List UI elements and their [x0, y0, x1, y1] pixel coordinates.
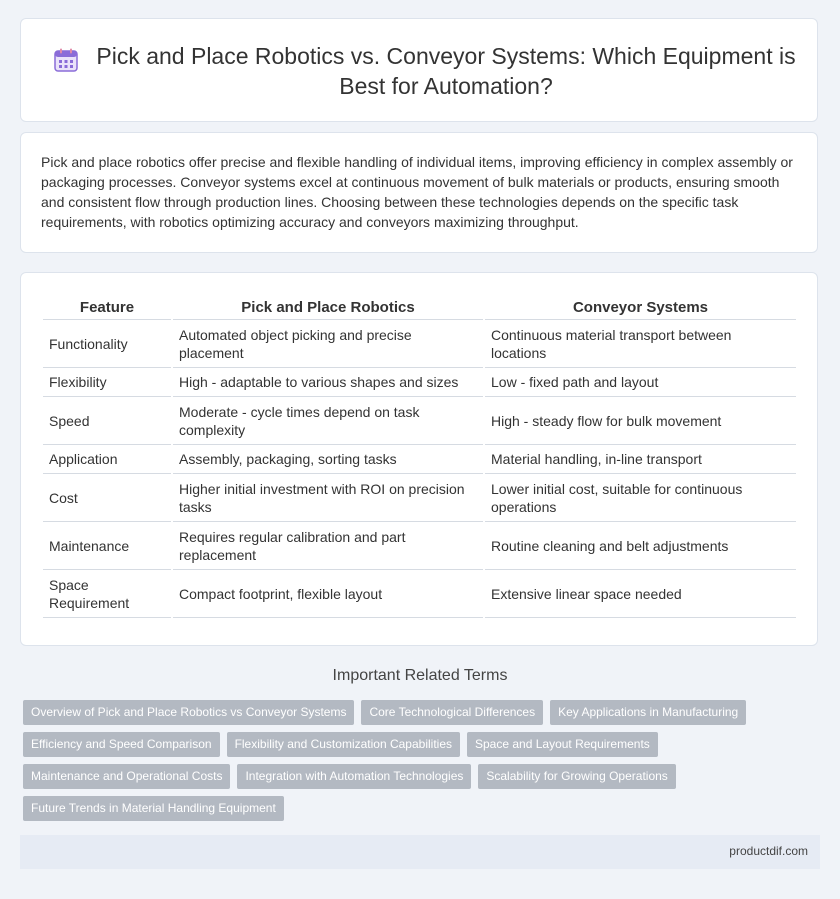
table-cell: Low - fixed path and layout: [485, 368, 796, 397]
table-cell: Automated object picking and precise placement: [173, 320, 483, 368]
table-cell: High - adaptable to various shapes and sizes: [173, 368, 483, 397]
table-row: [43, 474, 796, 522]
footer-site-link[interactable]: productdif.com: [729, 844, 808, 858]
related-term-tag[interactable]: Space and Layout Requirements: [467, 732, 658, 757]
related-term-tag[interactable]: Maintenance and Operational Costs: [23, 764, 230, 789]
table-cell: Flexibility: [43, 368, 171, 397]
table-cell: Extensive linear space needed: [485, 570, 796, 618]
table-cell: Functionality: [43, 320, 171, 368]
table-row: [43, 320, 796, 368]
column-header: Conveyor Systems: [485, 295, 796, 320]
table-cell: Space Requirement: [43, 570, 171, 618]
table-cell: Assembly, packaging, sorting tasks: [173, 445, 483, 474]
column-header: Feature: [43, 295, 171, 320]
related-term-tag[interactable]: Flexibility and Customization Capabilities: [227, 732, 460, 757]
table-header-row: [43, 295, 796, 320]
related-terms-list: [23, 700, 803, 821]
page-title: Pick and Place Robotics vs. Conveyor Systems: Which Equipment is Best for Automation?: [96, 43, 796, 99]
table-cell: Moderate - cycle times depend on task complexity: [173, 397, 483, 445]
table-cell: Compact footprint, flexible layout: [173, 570, 483, 618]
related-term-tag[interactable]: Key Applications in Manufacturing: [550, 700, 746, 725]
related-terms-title: Important Related Terms: [332, 667, 508, 684]
related-term-tag[interactable]: Core Technological Differences: [361, 700, 543, 725]
table-row: [43, 368, 796, 397]
header-card: [20, 18, 818, 122]
related-term-tag[interactable]: Future Trends in Material Handling Equipment: [23, 796, 284, 821]
related-term-tag[interactable]: Integration with Automation Technologies: [237, 764, 471, 789]
table-cell: Requires regular calibration and part replacement: [173, 522, 483, 570]
table-cell: Higher initial investment with ROI on precision tasks: [173, 474, 483, 522]
table-cell: Material handling, in-line transport: [485, 445, 796, 474]
related-term-tag[interactable]: Scalability for Growing Operations: [478, 764, 675, 789]
comparison-table: [41, 295, 798, 618]
table-cell: Application: [43, 445, 171, 474]
table-row: [43, 522, 796, 570]
table-row: [43, 397, 796, 445]
table-cell: Speed: [43, 397, 171, 445]
table-cell: Continuous material transport between locations: [485, 320, 796, 368]
comparison-card: [20, 272, 818, 646]
related-term-tag[interactable]: Overview of Pick and Place Robotics vs Conveyor Systems: [23, 700, 354, 725]
table-cell: Lower initial cost, suitable for continuous operations: [485, 474, 796, 522]
column-header: Pick and Place Robotics: [173, 295, 483, 320]
footer: [20, 835, 820, 869]
table-cell: Maintenance: [43, 522, 171, 570]
table-row: [43, 570, 796, 618]
related-term-tag[interactable]: Efficiency and Speed Comparison: [23, 732, 220, 757]
table-cell: Cost: [43, 474, 171, 522]
intro-card: [20, 132, 818, 253]
intro-text: Pick and place robotics offer precise and flexible handling of individual items, improving efficiency in complex assembly or packaging processes. Conveyor systems excel at continuous movement of bulk materials or products, ensuring smooth and consistent flow through production lines. Choosing between these technologies depends on the specific task requirements, with robotics optimizing accuracy and conveyors maximizing throughput.: [41, 154, 793, 230]
table-cell: High - steady flow for bulk movement: [485, 397, 796, 445]
table-cell: Routine cleaning and belt adjustments: [485, 522, 796, 570]
table-row: [43, 445, 796, 474]
calendar-grid-icon: [53, 47, 79, 73]
